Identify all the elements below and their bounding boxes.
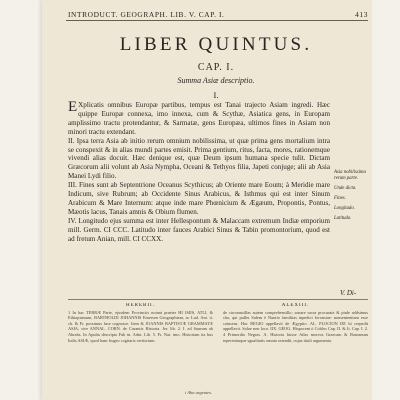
margin-notes [334, 170, 374, 226]
notes-divider [68, 299, 368, 300]
footnote-heading: HEREBII. [126, 303, 155, 308]
margin-note: Asia nobilissima rerum parte. [334, 170, 366, 181]
footnote-text: de circumstillas autem comprehensillo; sonare sacra procurata & pinle addsimus cha, qui puller Salem è Nuntio familitas inpedici foronsiae: nonsententiam esse caiuseas. Hac REGIO appellavit de Ægyptio. AL. PLOCION DE hi cerpedit appellavit. Solae non loco. IIX. GEOG. Hispoceni ò Coblos Cap. II. & Jt. Cap. I. 2. 4 Primordio Negras. A. Historia fuisse Atlas moreos Graecam & Romanum teperentiuque sgualitatis omnia ostendit, cujus tituli argumenta. [223, 309, 368, 343]
footnote-column-right [223, 303, 368, 388]
footnote-heading: ALEXIII. [281, 303, 310, 308]
catchword: V. Di- [340, 289, 357, 297]
paragraph-text: II. Ipsa terra Asia ab initio rerum omnium nobilissima, ut quæ prima gens mortalium intra se conspexit & in alias mundi partes emisit. Prima gentium, ritus, facta, mores, rationemque vivendi alias docuit. Hæc denique est, quæ Deum ipsum humana specie tulit. Dictam Græcorum alii volunt ab Asia Nympha, Oceani & Tethyos filia, Japeti conjuge; alii ab Asia Manei Lydi filio. [68, 136, 330, 181]
running-header-title: INTRODUCT. GEOGRAPH. LIB. V. CAP. I. [68, 10, 225, 19]
signature-mark: i Aba argentes. [185, 390, 213, 395]
running-header [68, 10, 368, 19]
section-number: I. [213, 90, 219, 100]
footnote-column-left [68, 303, 213, 388]
paragraph-text: Xplicatis omnibus Europæ partibus, tempus est Tanai trajecto Asiam ingredi. Hæc quippe Europæ connexa, imo innexa, cum & Scythæ, Asiatica gens, in Europam amplissimo tractu protendantur, & Sarmatæ, gens Europæa, ultimos fines in Asiam non minori tractu extendant. [68, 101, 330, 136]
margin-note: Longitudo. [334, 206, 355, 211]
margin-note: Latitudo. [334, 216, 352, 221]
main-text [68, 101, 330, 244]
paragraph [68, 181, 330, 217]
footnote-text: 1 In hac TERRÆ Parte, ejusdem Provinciis notant praeter HI ISIIS, ATLI, & Ethiopiamum, BARTHOLDI JOHANNIS Emersen Geographiam, ac Lud. Ant. ii. ch. & Fr. possimus fuse cognosce. Item & JOANNIS BAPTISTÆ GRAMMAYE ASIA, sive ANNAL. CORN. de Curantis Historia. Jer. lib. 2. I. ad Saurum ab Abrabs. In Apulia descripta Fub in. Adnt. Lib. 5. Fr. Nat. imo. Historiam ita bus Italis ASIÆ, quod hanc bugeo cogitaris certiorium. [68, 309, 213, 343]
page-number: 413 [355, 10, 368, 19]
paragraph [68, 137, 330, 182]
chapter-heading: CAP. I. [197, 62, 235, 73]
paragraph-text: IV. Longitudo ejus summa est inter Hellespontum & Malaccam extremum Indiæ emporium mill. Germ. CI CCC. Latitudo inter fauces Arabici Sinus & Tabin promontorium, quod est ad fretum Anian, mill. CI CCXX. [68, 216, 330, 243]
margin-note: Fines. [334, 196, 346, 201]
chapter-subtitle: Summa Asiæ descriptio. [177, 76, 255, 85]
footnotes [68, 303, 368, 388]
header-rule [66, 20, 368, 21]
margin-note: Unde dicta. [334, 186, 357, 191]
paragraph-text: III. Fines sunt ab Septentrione Oceanus Scythicus; ab Oriente mare Eoum; à Meridie mare Indicum, sive Rubrum; ab Occidente Sinus Arabicus, & Isthmus qui est inter Sinum Arabicum & Mare Internum: atque inde mare Phœnicium & Ægæum, Propontis, Pontus, Mæotis lacus, Tanais amnis & Obium flumen. [68, 181, 330, 216]
book-title: LIBER QUINTUS. [119, 34, 313, 55]
paragraph [68, 101, 330, 137]
drop-capital: E [68, 99, 78, 115]
paragraph [68, 217, 330, 244]
